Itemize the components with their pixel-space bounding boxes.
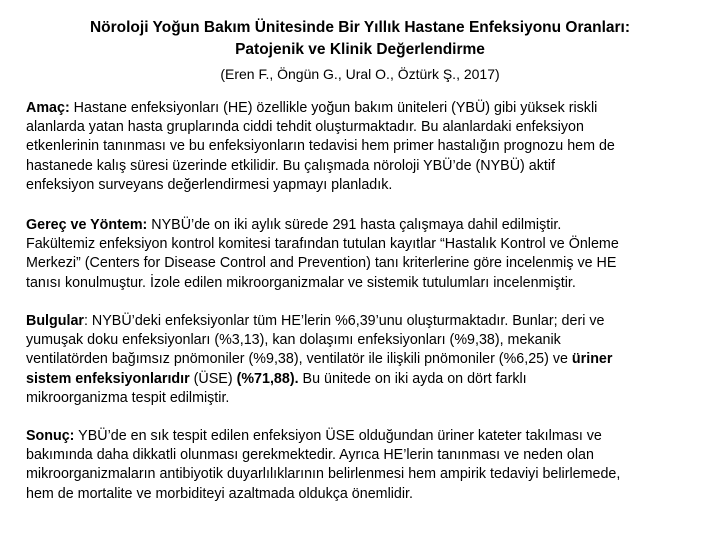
section-methods: [26, 216, 694, 293]
section-line: Amaç: Hastane enfeksiyonları (HE) özellikle yoğun bakım üniteleri (YBÜ) gibi yüksek riskli: [26, 100, 598, 116]
paper-title-line-1: Nöroloji Yoğun Bakım Ünitesinde Bir Yıllık Hastane Enfeksiyonu Oranları:: [89, 19, 631, 36]
highlight-uti: sistem enfeksiyonlarıdır: [26, 370, 190, 387]
section-label-methods: Gereç ve Yöntem:: [26, 217, 148, 233]
section-line: enfeksiyon surveyans değerlendirmesi yapmayı planladık.: [26, 176, 393, 193]
section-line: ventilatörden bağımsız pnömoniler (%9,38), ventilatör ile ilişkili pnömoniler (%6,25) ve üriner: [26, 351, 613, 368]
section-conclusion: [26, 427, 694, 504]
highlight-uti-percent: (%71,88).: [236, 370, 299, 387]
section-line: etkenlerinin tanınması ve bu enfeksiyonların tedavisi hem primer hastalığın prognozu hem de: [26, 138, 615, 155]
section-line: Gereç ve Yöntem: NYBÜ’de on iki aylık sürede 291 hasta çalışmaya dahil edilmiştir.: [26, 217, 562, 233]
section-label-conclusion: Sonuç:: [26, 428, 75, 444]
section-line: mikroorganizma tespit edilmiştir.: [26, 389, 230, 406]
section-line: Sonuç: YBÜ’de en sık tespit edilen enfeksiyon ÜSE olduğundan üriner kateter takılması ve: [26, 428, 602, 444]
section-results: [26, 312, 694, 408]
section-line: sistem enfeksiyonlarıdır (ÜSE) (%71,88). Bu ünitede on iki ayda on dört farklı: [26, 370, 527, 387]
section-line: tanısı konulmuştur. İzole edilen mikroorganizmalar ve sistemik tutulumları incelenmiştir.: [26, 274, 576, 291]
highlight-urinary: üriner: [571, 351, 613, 368]
authors-citation: (Eren F., Öngün G., Ural O., Öztürk Ş., 2017): [220, 66, 500, 82]
section-line: hastanede kalış süresi üzerinde etkilidir. Bu çalışmada nöroloji YBÜ’de (NYBÜ) aktif: [26, 157, 555, 174]
section-line: hem de mortalite ve morbiditeyi azaltmada oldukça önemlidir.: [26, 485, 413, 502]
paper-title-line-2: Patojenik ve Klinik Değerlendirme: [235, 41, 485, 58]
section-line: Bulgular: NYBÜ’deki enfeksiyonlar tüm HE’lerin %6,39’unu oluşturmaktadır. Bunlar; deri ve: [26, 313, 605, 329]
section-label-objective: Amaç:: [26, 100, 70, 116]
section-label-results: Bulgular: [26, 313, 84, 329]
section-objective: [26, 99, 694, 195]
section-line: alanlarda yatan hasta gruplarında ciddi tehdit oluşturmaktadır. Bu alanlardaki enfeksiyon: [26, 119, 584, 136]
section-line: bakımında daha dikkatli olunması gerekmektedir. Ayrıca HE’lerin tanınması ve neden olan: [26, 447, 594, 464]
section-line: yumuşak doku enfeksiyonları (%3,13), kan dolaşımı enfeksiyonları (%9,38), mekanik: [26, 332, 561, 349]
section-line: mikroorganizmaların antibiyotik duyarlılıklarının belirlenmesi hem ampirik tedaviyi belirlemede,: [26, 466, 621, 483]
section-line: Fakültemiz enfeksiyon kontrol komitesi tarafından tutulan kayıtlar “Hastalık Kontrol ve Önleme: [26, 236, 619, 253]
section-line: Merkezi” (Centers for Disease Control and Prevention) tanı kriterlerine göre incelenmiş ve HE: [26, 255, 617, 272]
